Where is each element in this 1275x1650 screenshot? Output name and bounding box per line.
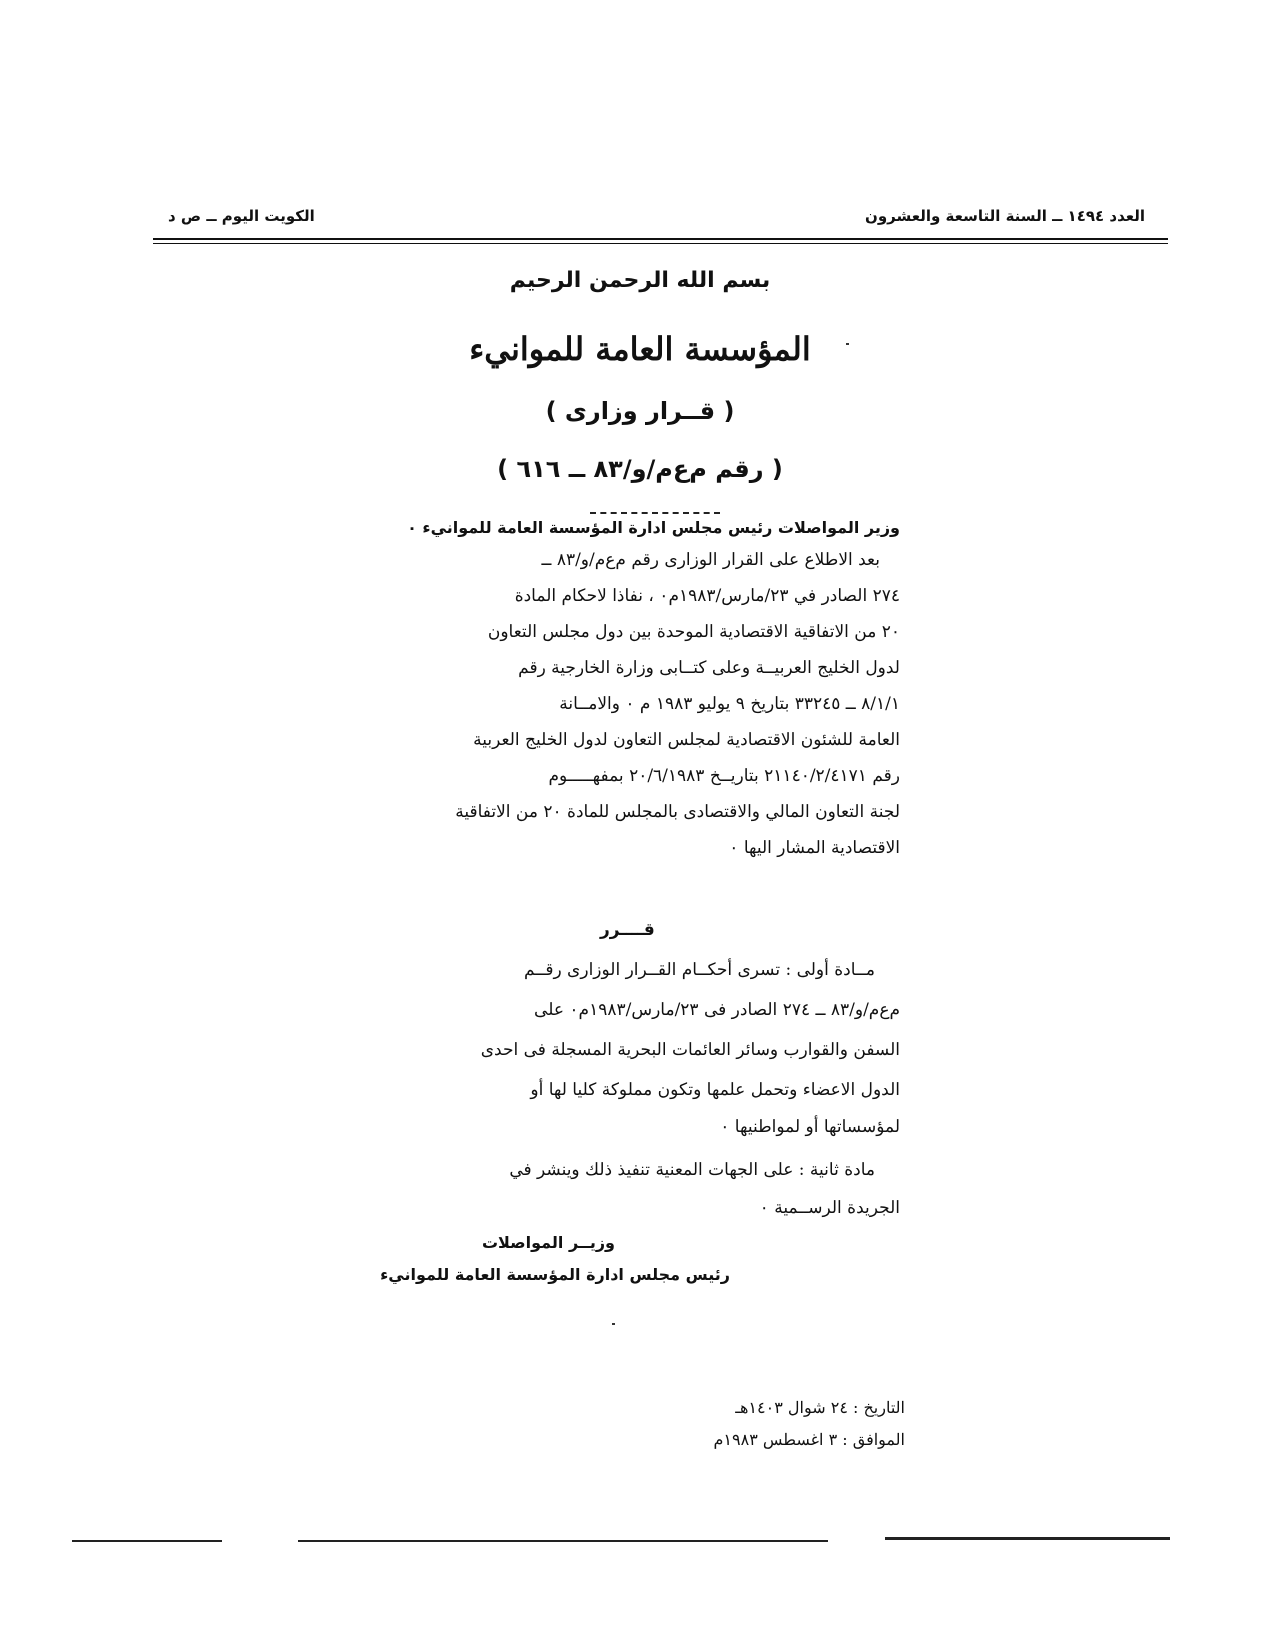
article-one-line: م‌ع‌م/و/٨٣ ــ ٢٧٤ الصادر فى ٢٣/مارس/١٩٨٣م٠ على: [534, 1000, 900, 1020]
preamble-line: لدول الخليج العربيــة وعلى كتــابى وزارة الخارجية رقم: [518, 658, 900, 678]
decided-heading: قــــرر: [600, 920, 655, 940]
preamble-line: رقم ٢١١٤٠/٢/٤١٧١ بتاريــخ ٢٠/٦/١٩٨٣ بمفهـــــوم: [548, 766, 900, 786]
preamble-line: الاقتصادية المشار اليها ٠: [729, 838, 900, 858]
signature-title: وزيــر المواصلات: [481, 1233, 615, 1252]
publication-header: الكويت اليوم ــ ص د: [168, 207, 315, 225]
article-two-line: الجريدة الرســمية ٠: [759, 1198, 900, 1218]
issuer-line: وزير المواصلات رئيس مجلس ادارة المؤسسة العامة للموانيء ٠: [407, 518, 900, 537]
issue-header: العدد ١٤٩٤ ــ السنة التاسعة والعشرون: [865, 207, 1145, 225]
footer-rule: [298, 1540, 828, 1542]
article-two-line: مادة ثانية : على الجهات المعنية تنفيذ ذلك وينشر في: [509, 1160, 875, 1180]
preamble-line: ٢٠ من الاتفاقية الاقتصادية الموحدة بين دول مجلس التعاون: [487, 622, 900, 642]
organization-title: المؤسسة العامة للموانيء: [469, 330, 811, 368]
basmala: بسم الله الرحمن الرحيم: [509, 268, 771, 293]
article-one-line: لمؤسساتها أو لمواطنيها ٠: [720, 1117, 900, 1137]
footer-rule: [885, 1537, 1170, 1540]
gregorian-date: الموافق : ٣ اغسطس ١٩٨٣م: [713, 1430, 905, 1449]
signature-position: رئيس مجلس ادارة المؤسسة العامة للموانيء: [380, 1265, 730, 1284]
footer-rule: [72, 1540, 222, 1542]
header-rule: [153, 238, 1168, 240]
article-one-line: السفن والقوارب وسائر العائمات البحرية المسجلة فى احدى: [480, 1040, 900, 1060]
scan-speck: [612, 1323, 615, 1325]
article-one-line: مــادة أولى : تسرى أحكــام القــرار الوزارى رقــم: [524, 960, 875, 980]
preamble-line: العامة للشئون الاقتصادية لمجلس التعاون لدول الخليج العربية: [473, 730, 900, 750]
preamble-line: بعد الاطلاع على القرار الوزارى رقم م‌ع‌م/و/٨٣ ــ: [541, 550, 880, 570]
hijri-date: التاريخ : ٢٤ شوال ١٤٠٣هـ: [735, 1398, 905, 1417]
decision-number: ( رقم م‌ع‌م/و/٨٣ ــ ٦١٦ ): [497, 455, 783, 483]
preamble-line: لجنة التعاون المالي والاقتصادى بالمجلس للمادة ٢٠ من الاتفاقية: [455, 802, 900, 822]
decision-type: ( قــرار وزارى ): [545, 397, 735, 425]
scan-speck: [846, 343, 849, 345]
preamble-line: ٢٧٤ الصادر في ٢٣/مارس/١٩٨٣م٠ ، نفاذا لاحكام المادة: [514, 586, 900, 606]
separator-line: [590, 512, 720, 514]
preamble-line: ٨/١/١ ــ ٣٣٢٤٥ بتاريخ ٩ يوليو ١٩٨٣ م ٠ والامــانة: [559, 694, 900, 714]
header-rule-thin: [153, 243, 1168, 244]
article-one-line: الدول الاعضاء وتحمل علمها وتكون مملوكة كليا لها أو: [530, 1080, 900, 1100]
